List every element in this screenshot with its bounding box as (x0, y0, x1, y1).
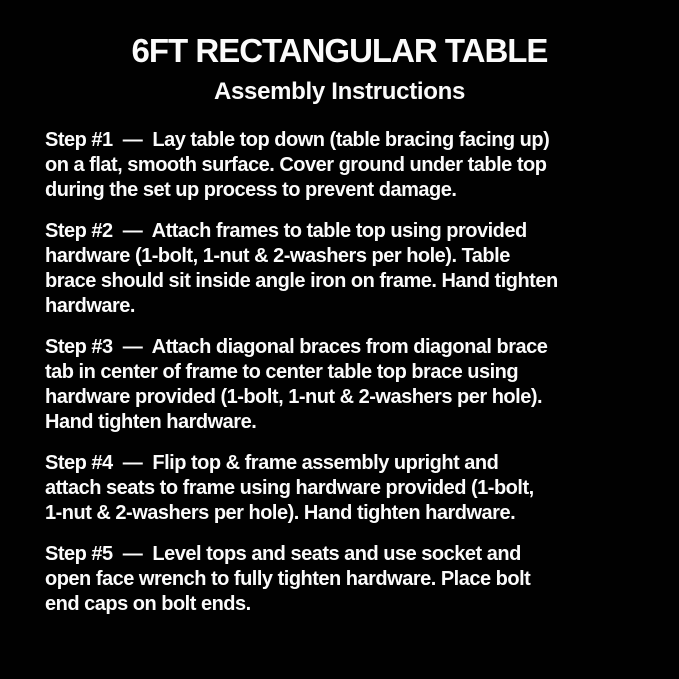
step-2-line-4: hardware. (45, 295, 135, 317)
step-1-line-1: Step #1 — Lay table top down (table bracing facing up) (45, 129, 550, 151)
page-subtitle: Assembly Instructions (213, 78, 466, 105)
step-2-line-2: hardware (1-bolt, 1-nut & 2-washers per hole). Table (45, 245, 510, 267)
step-4-line-1: Step #4 — Flip top & frame assembly upright and (45, 452, 499, 474)
step-3-line-3: hardware provided (1-bolt, 1-nut & 2-washers per hole). (45, 386, 543, 408)
step-4-line-3: 1-nut & 2-washers per hole). Hand tighten hardware. (45, 502, 516, 524)
step-2 (45, 219, 639, 319)
page-title: 6FT RECTANGULAR TABLE (131, 32, 548, 69)
step-1-line-2: on a flat, smooth surface. Cover ground under table top (45, 154, 547, 176)
step-4 (45, 451, 639, 526)
step-3 (45, 335, 639, 435)
step-5 (45, 542, 639, 617)
step-5-line-1: Step #5 — Level tops and seats and use socket and (45, 543, 521, 565)
step-4-line-2: attach seats to frame using hardware provided (1-bolt, (45, 477, 534, 499)
step-5-line-3: end caps on bolt ends. (45, 593, 251, 615)
step-3-line-2: tab in center of frame to center table top brace using (45, 361, 519, 383)
step-1-line-3: during the set up process to prevent damage. (45, 179, 457, 201)
step-5-line-2: open face wrench to fully tighten hardware. Place bolt (45, 568, 531, 590)
step-1 (45, 128, 639, 203)
step-2-line-3: brace should sit inside angle iron on frame. Hand tighten (45, 270, 558, 292)
steps-list (0, 128, 679, 617)
step-3-line-4: Hand tighten hardware. (45, 411, 257, 433)
step-2-line-1: Step #2 — Attach frames to table top using provided (45, 220, 527, 242)
step-3-line-1: Step #3 — Attach diagonal braces from diagonal brace (45, 336, 548, 358)
